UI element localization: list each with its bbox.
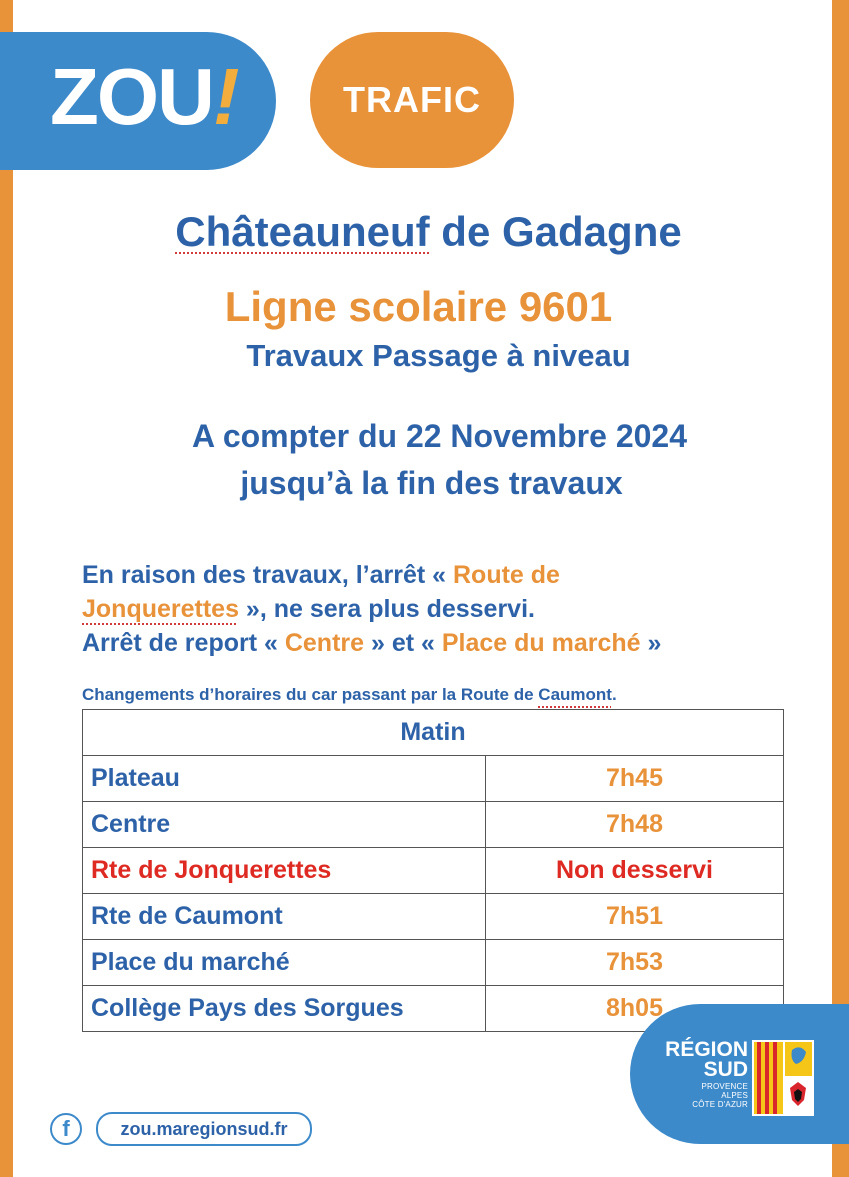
schedule-table	[82, 709, 784, 1032]
stop-time: Non desservi	[486, 848, 784, 894]
stop-name: Rte de Jonquerettes	[83, 848, 486, 894]
table-row	[83, 756, 784, 802]
town-title-part2: de Gadagne	[429, 208, 682, 255]
works-subtitle: Travaux Passage à niveau	[246, 338, 631, 373]
notice-text-1: En raison des travaux, l’arrêt «	[82, 561, 453, 589]
right-orange-border	[832, 0, 849, 1177]
zou-logo	[50, 52, 238, 141]
zou-logo-bang: !	[212, 52, 238, 141]
schedule-header-row	[83, 710, 784, 756]
trafic-badge	[310, 32, 514, 168]
stop-name: Rte de Caumont	[83, 894, 486, 940]
town-title-part1: Châteauneuf	[175, 208, 430, 255]
town-title	[0, 208, 849, 256]
region-sud-subtitle	[664, 1082, 748, 1109]
region-name-line2: SUD	[703, 1058, 748, 1081]
table-row	[83, 802, 784, 848]
table-row	[83, 894, 784, 940]
schedule-header: Matin	[83, 710, 784, 756]
end-date: jusqu’à la fin des travaux	[240, 465, 623, 501]
notice-text-5: »	[640, 629, 662, 657]
stop-time: 7h45	[486, 756, 784, 802]
stop-time: 7h53	[486, 940, 784, 986]
zou-logo-word: ZOU	[50, 52, 213, 141]
alt-stop-2: Place du marché	[441, 629, 641, 657]
region-sub-line1: PROVENCE	[701, 1082, 748, 1091]
table-row-cancelled	[83, 848, 784, 894]
website-link[interactable]: zou.maregionsud.fr	[96, 1112, 312, 1146]
schedule-caption-part1: Changements d’horaires du car passant par la Route de	[82, 685, 539, 704]
region-coat-of-arms-icon	[752, 1040, 814, 1116]
removed-stop-name-1: Route de	[453, 561, 560, 589]
stop-name: Centre	[83, 802, 486, 848]
region-sub-line3: CÔTE D'AZUR	[692, 1100, 748, 1109]
facebook-icon[interactable]: f	[50, 1113, 82, 1145]
stop-name: Place du marché	[83, 940, 486, 986]
stop-name: Plateau	[83, 756, 486, 802]
line-title: Ligne scolaire 9601	[224, 283, 613, 330]
stop-time: 7h51	[486, 894, 784, 940]
schedule-caption	[82, 685, 617, 705]
alt-stop-1: Centre	[284, 629, 365, 657]
notice-text-4: » et «	[364, 629, 442, 657]
left-orange-border	[0, 0, 13, 1177]
notice-text-2: », ne sera plus desservi.	[238, 595, 535, 623]
removed-stop-name-2: Jonquerettes	[82, 595, 239, 623]
region-sub-line2: ALPES	[721, 1091, 748, 1100]
stop-name: Collège Pays des Sorgues	[83, 986, 486, 1032]
trafic-badge-label: TRAFIC	[343, 79, 481, 120]
table-row	[83, 940, 784, 986]
schedule-caption-part2: Caumont	[538, 685, 612, 704]
start-date: A compter du 22 Novembre 2024	[192, 418, 687, 454]
notice-paragraph	[82, 558, 802, 660]
schedule-caption-part3: .	[611, 685, 617, 704]
region-name-line1: RÉGION	[665, 1038, 748, 1061]
stop-time: 7h48	[486, 802, 784, 848]
region-sud-name	[664, 1040, 748, 1080]
stop-time: 8h05	[486, 986, 784, 1032]
notice-text-3: Arrêt de report «	[82, 629, 285, 657]
